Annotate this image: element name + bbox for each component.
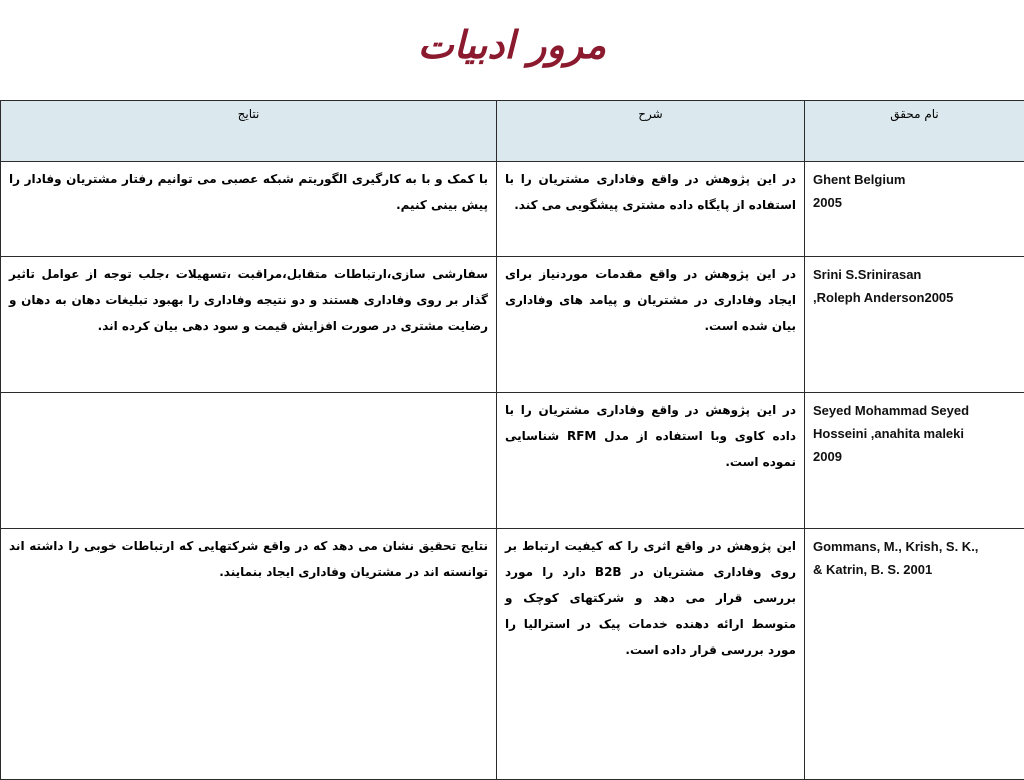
researcher-name: Srini S.Srinirasan	[813, 263, 1016, 286]
researcher-name-cont: & Katrin, B. S. 2001	[813, 558, 1016, 581]
description-cell: در این پژوهش در واقع مقدمات موردنیاز برای ایجاد وفاداری در مشتریان و پیامد های وفاداری بیان شده است.	[497, 257, 805, 393]
results-cell: با کمک و با به کارگیری الگوریتم شبکه عصبی می توانیم رفتار مشتریان وفادار را پیش بینی کنیم.	[1, 162, 497, 257]
researcher-name: Ghent Belgium	[813, 168, 1016, 191]
researcher-year: 2005	[813, 191, 1016, 214]
table-row	[1, 257, 1024, 393]
description-cell: در این پژوهش در واقع وفاداری مشتریان را با داده کاوی وبا استفاده از مدل RFM شناسایی نموده است.	[497, 393, 805, 529]
results-cell: سفارشی سازی،ارتباطات متقابل،مراقبت ،تسهیلات ،جلب توجه از عوامل تاثیر گذار بر روی وفاداری هستند و دو نتیجه وفاداری را بهبود تبلیغات دهان به دهان و رضایت مشتری در صورت افزایش قیمت و سود دهی بیان کرده اند.	[1, 257, 497, 393]
table-row	[1, 393, 1024, 529]
researcher-name-cont: Hosseini ,anahita maleki	[813, 422, 1016, 445]
researcher-cell	[805, 257, 1024, 393]
researcher-cell	[805, 162, 1024, 257]
header-description: شرح	[497, 101, 805, 162]
researcher-cell	[805, 529, 1024, 780]
header-researcher: نام محقق	[805, 101, 1024, 162]
slide-title: مرور ادبیات	[0, 22, 1024, 67]
researcher-cell	[805, 393, 1024, 529]
researcher-name-cont: ,Roleph Anderson2005	[813, 286, 1016, 309]
literature-review-table	[0, 100, 1024, 780]
researcher-year: 2009	[813, 445, 1016, 468]
header-results: نتایج	[1, 101, 497, 162]
researcher-name: Seyed Mohammad Seyed	[813, 399, 1016, 422]
description-cell: در این پژوهش در واقع وفاداری مشتریان را با استفاده از پایگاه داده مشتری پیشگویی می کند.	[497, 162, 805, 257]
results-cell	[1, 393, 497, 529]
table-row	[1, 529, 1024, 780]
results-cell: نتایج تحقیق نشان می دهد که در واقع شرکتهایی که ارتباطات خوبی را داشته اند توانسته اند در مشتریان وفاداری ایجاد بنمایند.	[1, 529, 497, 780]
researcher-name: Gommans, M., Krish, S. K.,	[813, 535, 1016, 558]
table-row	[1, 162, 1024, 257]
table-header-row	[1, 101, 1024, 162]
description-cell: این پژوهش در واقع اثری را که کیفیت ارتباط بر روی وفاداری مشتریان در B2B دارد را مورد بررسی قرار می دهد و شرکتهای کوچک و متوسط ارائه دهنده خدمات پیک در استرالیا را مورد بررسی قرار داده است.	[497, 529, 805, 780]
